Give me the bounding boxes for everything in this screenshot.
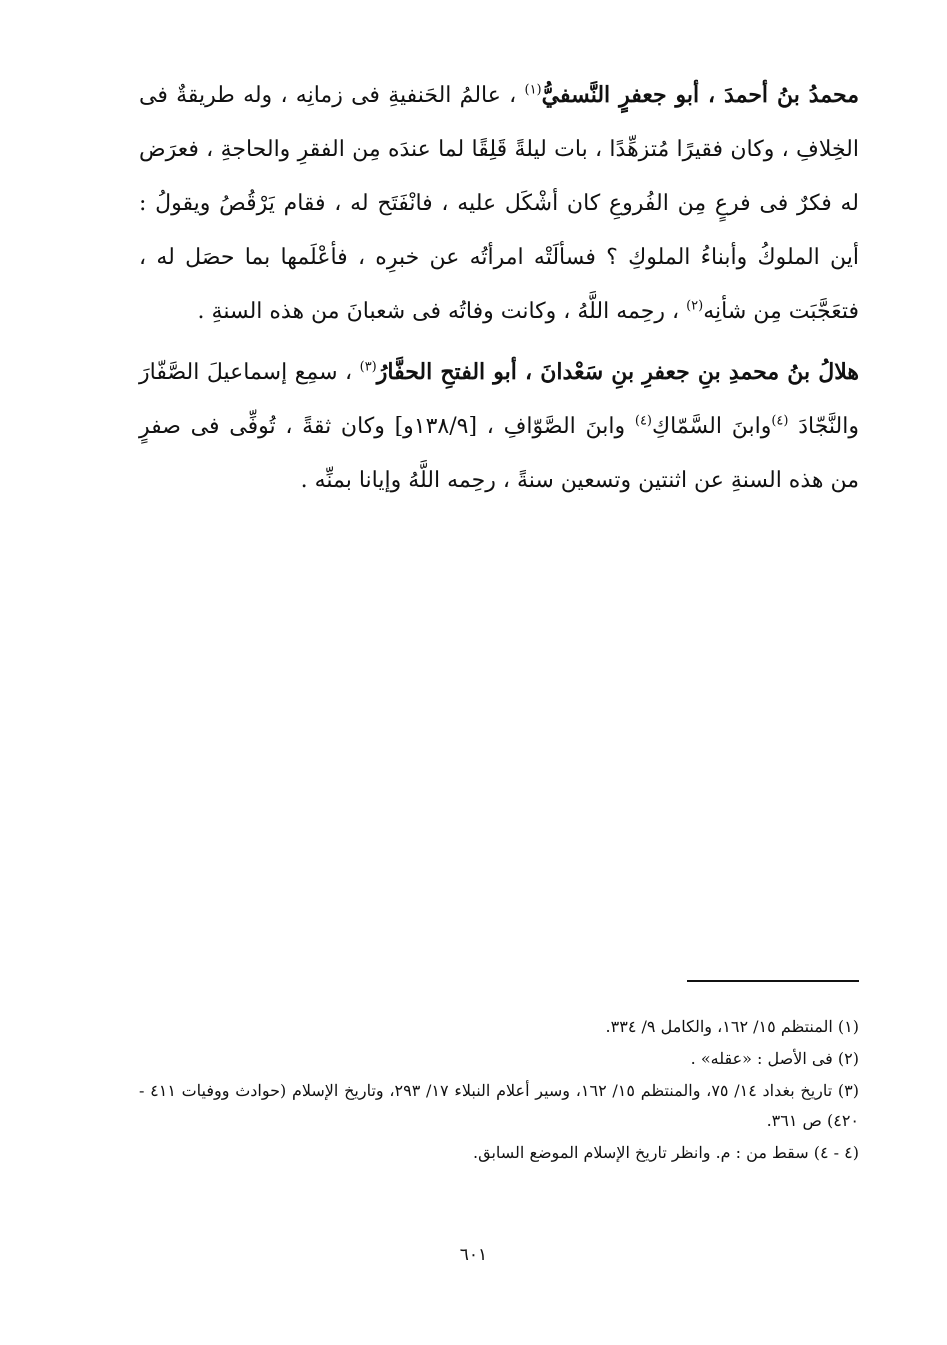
footnote-ref[interactable]: (٢): [686, 298, 704, 314]
entry-text: ، رحِمه اللَّهُ ، وكانت وفاتُه فى شعبانَ من هذه السنةِ .: [197, 299, 680, 324]
footnote-separator: [687, 980, 859, 982]
entry-name: محمدُ بنُ أحمدَ ، أبو جعفرٍ النَّسفيُّ: [541, 82, 859, 108]
footnotes: [139, 1012, 859, 1170]
footnote: (٢) فى الأصل : «عقله» .: [690, 1049, 859, 1068]
footnote: (١) المنتظم ١٥/ ١٦٢، والكامل ٩/ ٣٣٤.: [605, 1017, 859, 1036]
biography-entry-nasafi: [139, 68, 859, 339]
footnote: (٣) تاريخ بغداد ١٤/ ٧٥، والمنتظم ١٥/ ١٦٢، وسير أعلام النبلاء ١٧/ ٢٩٣، وتاريخ الإسلام (حوادث ووفيات ٤١١ - ٤٢٠) ص ٣٦١.: [139, 1081, 859, 1130]
footnote-ref[interactable]: (٤): [771, 413, 789, 429]
entry-text: ، عالمُ الحَنفيةِ فى زمانِه ، وله طريقةٌ فى الخِلافِ ، وكان فقيرًا مُتزهِّدًا ، بات ليلةً قَلِقًا لما عندَه مِن الفقرِ والحاجةِ ، فعرَض له فكرٌ فى فرعٍ مِن الفُروعِ كان أشْكَل عليه ، فانْفَتَح له ، فقام يَرْقُصُ ويقولُ : أين الملوكُ وأبناءُ الملوكِ ؟ فسألَتْه امرأتُه عن خبرِه ، فأعْلَمها بما حصَل له ، فتعَجَّبَت مِن شأنِه: [139, 83, 859, 324]
footnote: (٤ - ٤) سقط من : م. وانظر تاريخ الإسلام الموضع السابق.: [473, 1143, 859, 1162]
footnote-ref[interactable]: (٤): [634, 413, 652, 429]
main-text: [139, 68, 859, 514]
entry-name: هلالُ بنُ محمدِ بنِ جعفرِ بنِ سَعْدانَ ، أبو الفتحِ الحفَّارُ: [376, 359, 860, 385]
entry-text: وابنَ الصَّوّافِ ، [١٣٨/٩و] وكان ثقةً ، تُوفِّى فى صفرٍ من هذه السنةِ عن اثنتين وتسعين سنةً ، رحِمه اللَّهُ وإيانا بمنِّه .: [139, 414, 859, 493]
entry-text: ، سمِع إسماعيلَ الصَّفّارَ والنَّجّادَ: [139, 360, 859, 439]
biography-entry-haffar: [139, 345, 859, 508]
entry-text: وابنَ السَّمّاكِ: [652, 414, 772, 439]
footnote-ref[interactable]: (١): [524, 82, 542, 98]
page-number: ٦٠١: [459, 1245, 488, 1265]
footnote-ref[interactable]: (٣): [359, 359, 377, 375]
